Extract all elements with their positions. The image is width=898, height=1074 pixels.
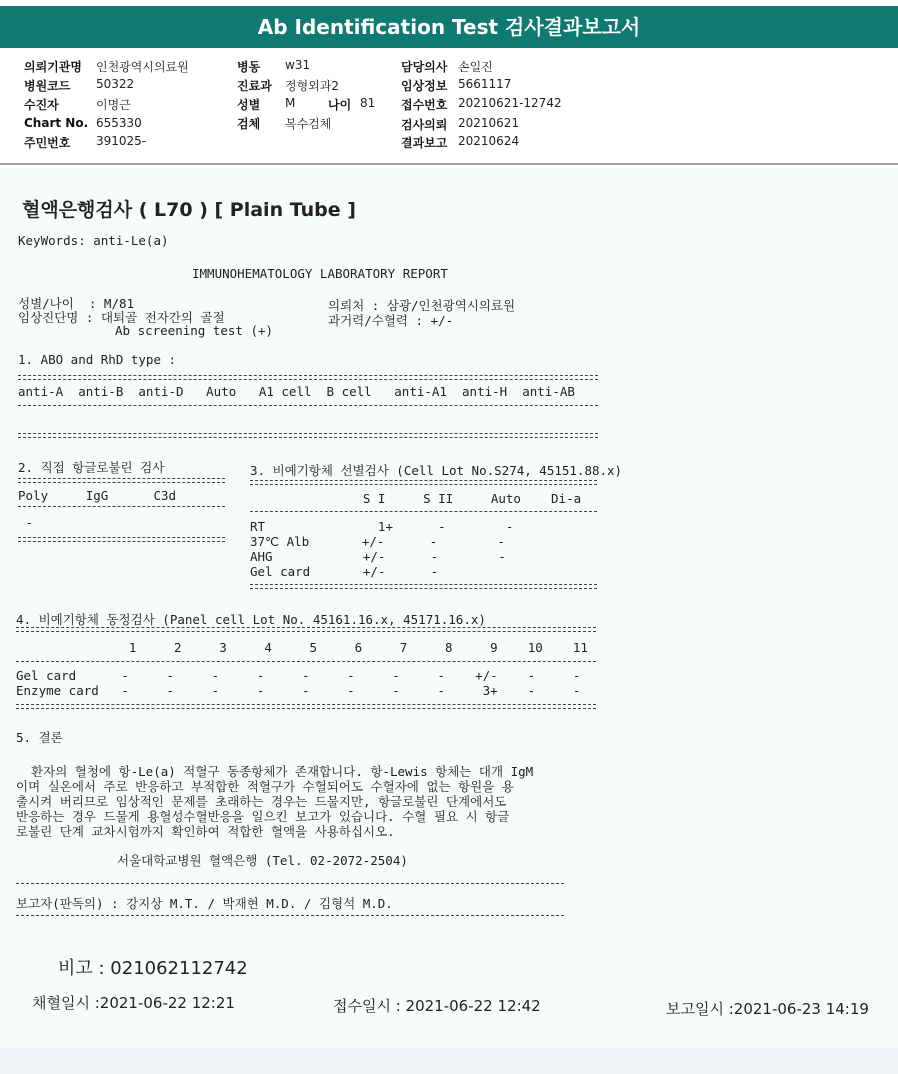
reporter: 보고자(판독의) : 강지상 M.T. / 박재현 M.D. / 김형석 M.D. — [16, 896, 393, 911]
specimen-value: 복수검체 — [285, 117, 332, 131]
header-divider — [0, 163, 898, 165]
divider — [18, 433, 598, 438]
sex-label: 성별 — [237, 98, 261, 112]
dept-label: 진료과 — [237, 79, 272, 93]
report-date-value: 20210624 — [458, 134, 520, 148]
divider — [18, 405, 598, 406]
bottom-band — [0, 1048, 898, 1074]
screen-row: AHG +/- - - — [250, 549, 506, 564]
panel-headers: 1 2 3 4 5 6 7 8 9 10 11 — [16, 640, 588, 655]
chart-label: Chart No. — [24, 116, 89, 130]
abo-headers: anti-A anti-B anti-D Auto A1 cell B cell anti-A1 anti-H anti-AB — [18, 384, 575, 399]
patient-label: 수진자 — [24, 98, 59, 112]
screen-row: 37℃ Alb +/- - - — [250, 534, 505, 549]
requester: 의뢰처 : 삼광/인천광역시의료원 — [328, 298, 516, 313]
collected-time: 채혈일시 :2021-06-22 12:21 — [32, 994, 235, 1012]
section-abo-title: 1. ABO and RhD type : — [18, 352, 177, 367]
diagnosis: 임상진단명 : 대퇴골 전자간의 골절 — [18, 310, 225, 325]
screen-headers: S I S II Auto Di-a — [250, 491, 582, 506]
section-panel-title: 4. 비예기항체 동정검사 (Panel cell Lot No. 45161.16.x, 45171.16.x) — [16, 612, 486, 627]
clinical-value: 5661117 — [458, 77, 512, 91]
chart-value: 655330 — [96, 116, 142, 130]
rrn-value: 391025- — [96, 134, 147, 148]
transfusion-history: 과거력/수혈력 : +/- — [328, 313, 454, 328]
report-date-label: 결과보고 — [401, 136, 448, 150]
accession-value: 20210621-12742 — [458, 96, 562, 110]
screen-row: Gel card +/- - — [250, 564, 439, 579]
age-value: 81 — [360, 96, 376, 110]
rrn-label: 주민번호 — [24, 136, 71, 150]
patient-value: 이명근 — [96, 98, 131, 112]
clinical-label: 임상정보 — [401, 79, 448, 93]
divider — [16, 915, 564, 916]
section-conclusion-title: 5. 결론 — [16, 730, 63, 745]
age-label: 나이 — [328, 98, 352, 112]
panel-row: Enzyme card - - - - - - - - 3+ - - — [16, 683, 581, 698]
received-time: 접수일시 : 2021-06-22 12:42 — [333, 997, 541, 1015]
ward-label: 병동 — [237, 60, 261, 74]
specimen-label: 검체 — [237, 117, 261, 131]
report-heading: 혈액은행검사 ( L70 ) [ Plain Tube ] — [22, 199, 356, 221]
divider — [250, 511, 597, 512]
diagnosis-detail: Ab screening test (+) — [115, 323, 274, 338]
doctor-value: 손일진 — [458, 60, 493, 74]
sex-value: M — [285, 96, 296, 110]
conclusion-line: 출시켜 버리므로 임상적인 문제를 초래하는 경우는 드물지만, 항글로불린 단계에서도 — [16, 794, 507, 809]
divider — [250, 584, 597, 589]
institution-line: 서울대학교병원 혈액은행 (Tel. 02-2072-2504) — [117, 853, 408, 868]
divider — [18, 375, 598, 380]
divider — [16, 661, 596, 662]
keywords: KeyWords: anti-Le(a) — [18, 233, 169, 248]
institution-field — [24, 58, 82, 75]
section-screen-title: 3. 비예기항체 선별검사 (Cell Lot No.S274, 45151.88.x) — [250, 463, 623, 478]
divider — [16, 704, 596, 709]
request-value: 20210621 — [458, 116, 520, 130]
conclusion-line: 로불린 단계 교차시험까지 확인하여 적합한 혈액을 사용하십시오. — [16, 824, 395, 839]
conclusion-line: 반응하는 경우 드물게 용혈성수혈반응을 일으킨 보고가 있습니다. 수혈 필요 시 항글 — [16, 809, 510, 824]
divider — [18, 537, 225, 542]
hospital-code-label: 병원코드 — [24, 79, 71, 93]
divider — [18, 478, 225, 483]
reported-time: 보고일시 :2021-06-23 14:19 — [666, 1000, 869, 1018]
ward-value: w31 — [285, 58, 311, 72]
institution-label: 의뢰기관명 — [24, 60, 82, 74]
report-title: Ab Identification Test 검사결과보고서 — [0, 6, 898, 48]
divider — [250, 480, 597, 485]
remarks: 비고 : 021062112742 — [58, 958, 248, 979]
institution-value: 인천광역시의료원 — [96, 60, 189, 74]
hospital-code-value: 50322 — [96, 77, 135, 91]
conclusion-line: 이며 실온에서 주로 반응하고 부적합한 적혈구가 수혈되어도 수혈자에 없는 항원을 용 — [16, 779, 514, 794]
lab-title: IMMUNOHEMATOLOGY LABORATORY REPORT — [192, 266, 448, 281]
divider — [16, 627, 596, 632]
divider — [18, 506, 225, 507]
dept-value: 정형외과2 — [285, 79, 340, 93]
divider — [16, 883, 564, 884]
section-dat-title: 2. 직접 항글로불린 검사 — [18, 460, 165, 475]
request-label: 검사의뢰 — [401, 118, 448, 132]
conclusion-line: 환자의 혈청에 항-Le(a) 적혈구 동종항체가 존재합니다. 항-Lewis 항체는 대개 IgM — [16, 764, 534, 779]
screen-row: RT 1+ - - — [250, 519, 514, 534]
accession-label: 접수번호 — [401, 98, 448, 112]
dat-headers: Poly IgG C3d — [18, 488, 177, 503]
sex-age: 성별/나이 : M/81 — [18, 296, 135, 311]
dat-values: - — [18, 515, 34, 530]
panel-row: Gel card - - - - - - - - +/- - - — [16, 668, 581, 683]
doctor-label: 담당의사 — [401, 60, 448, 74]
